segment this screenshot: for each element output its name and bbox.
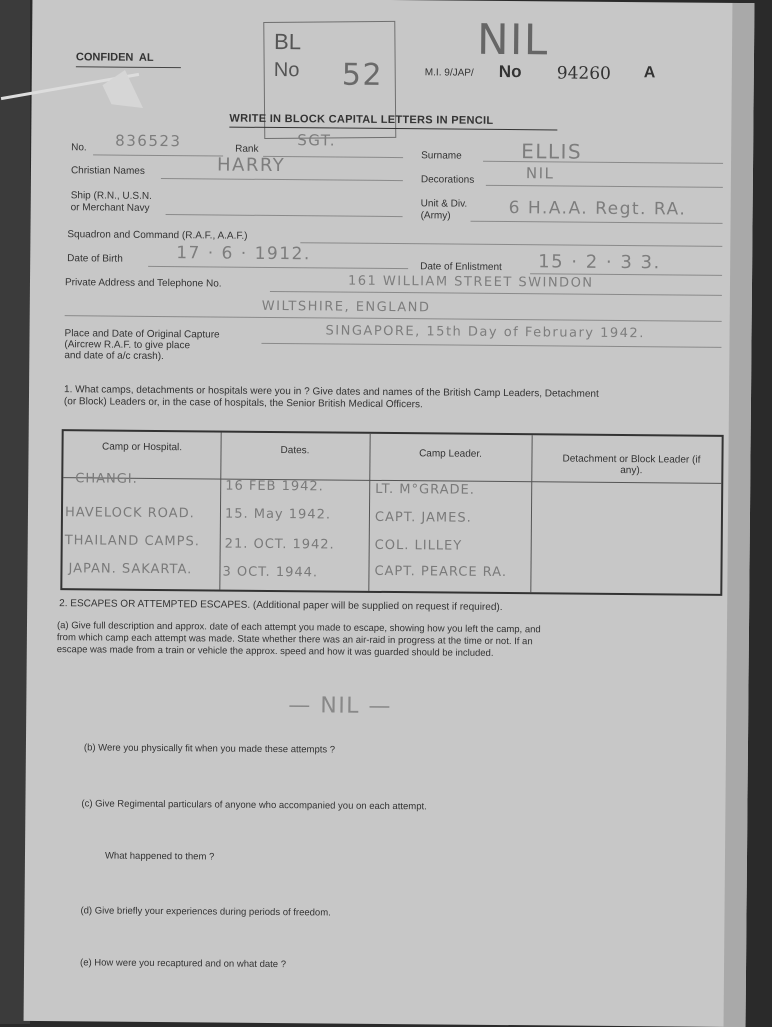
question-2b: (b) Were you physically fit when you made these attempts ? <box>83 742 336 756</box>
question-2c: (c) Give Regimental particulars of anyone who accompanied you on each attempt. <box>81 798 427 813</box>
address-label: Private Address and Telephone No. <box>64 277 222 290</box>
instruction-heading: WRITE IN BLOCK CAPITAL LETTERS IN PENCIL <box>229 112 494 127</box>
confidential-label: CONFIDEN AL <box>75 51 154 64</box>
dob-line <box>148 266 408 269</box>
unit-line <box>471 221 723 224</box>
surname-value: ELLIS <box>521 139 583 164</box>
ship-line <box>166 214 403 217</box>
col-leader-header: Camp Leader. <box>419 448 482 460</box>
squadron-line <box>300 242 722 247</box>
table-row: CHANGI. <box>75 471 138 487</box>
number-label: No <box>498 61 522 82</box>
question-2e: (e) How were you recaptured and on what date ? <box>80 957 287 971</box>
decorations-label: Decorations <box>420 174 475 186</box>
nil-answer: — NIL — <box>288 693 393 720</box>
nil-annotation: NIL <box>476 14 550 65</box>
table-row: LT. M°GRADE. <box>375 481 475 498</box>
page-edge <box>724 3 755 1027</box>
form-number: 94260 <box>556 63 612 84</box>
address-line-2 <box>65 315 722 322</box>
table-row: COL. LILLEY <box>374 537 463 554</box>
form-page <box>24 0 755 1027</box>
col-dates-header: Dates. <box>280 445 310 457</box>
section-2-title: 2. ESCAPES OR ATTEMPTED ESCAPES. (Additional paper will be supplied on request if required). <box>59 598 503 613</box>
service-number-value: 836523 <box>115 131 182 151</box>
service-number-label: No. <box>71 142 87 154</box>
dob-value: 17 · 6 · 1912. <box>176 243 311 265</box>
capture-label-3: and date of a/c crash). <box>64 350 164 363</box>
christian-names-label: Christian Names <box>70 165 145 177</box>
rank-label: Rank <box>235 143 259 155</box>
question-2a-line-2: from which camp each attempt was made. State whether there was an air-raid in progress at the time or not. If an <box>56 632 533 648</box>
table-row: CAPT. PEARCE RA. <box>374 563 508 581</box>
table-row: HAVELOCK ROAD. <box>64 505 195 522</box>
surname-line <box>483 161 723 164</box>
question-1-line-2: (or Block) Leaders or, in the case of hospitals, the Senior British Medical Officers. <box>63 396 423 411</box>
decorations-line <box>486 185 723 188</box>
ship-label-2: or Merchant Navy <box>70 202 150 214</box>
question-2a: (a) Give full description and approx. date of each attempt you made to escape, showing how you left the camp, and <box>56 620 541 636</box>
christian-names-value: HARRY <box>216 154 286 177</box>
enlistment-value: 15 · 2 · 3 3. <box>538 251 661 274</box>
unit-label: Unit & Div. <box>420 198 468 210</box>
address-value-2: WILTSHIRE, ENGLAND <box>261 298 431 316</box>
table-row: 16 FEB 1942. <box>225 478 324 495</box>
rank-value: SGT. <box>297 131 337 150</box>
table-row: THAILAND CAMPS. <box>64 533 200 550</box>
enlistment-label: Date of Enlistment <box>420 261 502 273</box>
dob-label: Date of Birth <box>67 253 123 265</box>
stamp-number: 52 <box>341 57 384 93</box>
table-divider <box>219 433 221 590</box>
address-value: 161 WILLIAM STREET SWINDON <box>347 273 594 291</box>
unit-label-2: (Army) <box>420 210 451 222</box>
table-row: CAPT. JAMES. <box>374 509 472 526</box>
table-row: 21. OCT. 1942. <box>224 536 335 553</box>
capture-value: SINGAPORE, 15th Day of February 1942. <box>325 323 645 342</box>
capture-label-2: (Aircrew R.A.F. to give place <box>64 339 191 352</box>
unit-value: 6 H.A.A. Regt. RA. <box>508 198 687 220</box>
capture-line <box>261 343 721 348</box>
col-camp-header: Camp or Hospital. <box>101 441 183 454</box>
stamp-letters: BL <box>273 28 302 55</box>
question-2c-followup: What happened to them ? <box>104 850 215 863</box>
decorations-value: NIL <box>525 164 555 183</box>
table-row: JAPAN. SAKARTA. <box>68 561 193 578</box>
squadron-label: Squadron and Command (R.A.F., A.A.F.) <box>67 229 248 242</box>
confidential-underline <box>76 66 181 68</box>
service-number-line <box>93 154 223 156</box>
capture-label: Place and Date of Original Capture <box>64 328 220 341</box>
ship-label: Ship (R.N., U.S.N. <box>70 190 152 202</box>
table-row: 3 OCT. 1944. <box>222 564 319 581</box>
address-line <box>270 291 722 296</box>
col-detachment-header: Detachment or Block Leader (if any). <box>562 453 701 477</box>
form-letter: A <box>643 64 656 82</box>
question-2d: (d) Give briefly your experiences during periods of freedom. <box>80 905 331 919</box>
surname-label: Surname <box>421 150 462 162</box>
stamp-no: No <box>273 58 300 82</box>
camps-table <box>60 429 723 596</box>
table-row: 15. May 1942. <box>224 506 332 523</box>
christian-names-line <box>161 178 403 181</box>
question-2a-line-3: escape was made from a train or vehicle the approx. speed and how it was guarded should be included. <box>56 644 494 659</box>
question-1: 1. What camps, detachments or hospitals were you in ? Give dates and names of the British Camp Leaders, Detachment <box>64 384 599 400</box>
reference-code: M.I. 9/JAP/ <box>424 67 474 79</box>
